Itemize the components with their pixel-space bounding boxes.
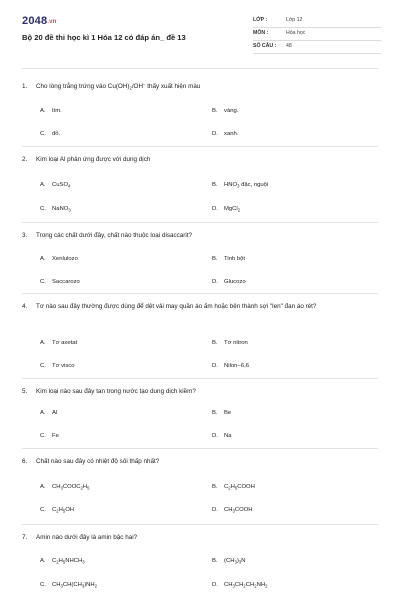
answer-option-c[interactable] [40,582,97,588]
meta-subject-value: Hóa học [286,30,306,36]
option-text: xanh. [224,131,239,137]
answer-option-a[interactable] [40,256,78,262]
option-text: Xenlulozo [52,256,78,262]
option-letter: B. [212,108,218,114]
page-header [0,0,400,66]
option-letter: A. [40,340,46,346]
question-stem: Trong các chất dưới đây, chất nào thuộc loại disaccarit? [36,232,193,239]
question-number: 4. [22,303,28,310]
option-letter: A. [40,256,46,262]
answer-option-b[interactable] [212,484,255,490]
option-text: MgCl$_2$ [224,206,241,213]
option-text: Fe [52,433,59,439]
option-letter: D. [212,279,218,285]
option-letter: A. [40,108,46,114]
question-stem: Amin nào dưới đây là amin bậc hai? [36,534,138,541]
option-letter: B. [212,558,218,564]
option-letter: A. [40,410,46,416]
answer-option-d[interactable] [212,363,249,369]
option-text: $CH_3CH(CH_3)NH_2$ [52,582,98,589]
option-letter: A. [40,558,46,564]
divider [22,293,378,294]
option-letter: D. [212,582,218,588]
option-letter: D. [212,206,218,212]
option-text: Tinh bột [224,256,246,262]
divider [22,524,378,525]
divider [22,68,378,69]
meta-count-key: SỐ CÂU : [253,43,277,49]
answer-option-b[interactable] [212,340,248,346]
meta-grade-value: Lớp 12 [286,17,303,23]
option-letter: A. [40,182,46,188]
option-text: $CH_3COOH$ [224,507,253,514]
question-number: 2. [22,156,28,163]
option-text: Be [224,410,232,416]
answer-option-d[interactable] [212,433,232,439]
option-text: Na [224,433,232,439]
answer-option-d[interactable] [212,206,240,212]
meta-count-value: 48 [286,43,292,49]
option-text: Saccarozo [52,279,80,285]
option-letter: A. [40,484,46,490]
document-title: Bộ 20 đề thi học kì 1 Hóa 12 có đáp án_ đề 13 [22,33,186,42]
answer-option-a[interactable] [40,108,62,114]
answer-option-a[interactable] [40,484,90,490]
option-letter: C. [40,582,46,588]
question-number: 7. [22,534,28,541]
option-letter: D. [212,507,218,513]
meta-grade-key: LỚP : [253,17,268,23]
meta-subject [253,28,381,41]
meta-grade [253,15,381,28]
option-letter: D. [212,131,218,137]
option-letter: C. [40,206,46,212]
question-number: 1. [22,83,28,90]
answer-option-a[interactable] [40,340,77,346]
divider [22,448,378,449]
option-text: $C_2H_5COOH$ [224,484,255,491]
answer-option-c[interactable] [40,433,59,439]
option-text: CuSO$_4$ [52,182,71,189]
option-letter: B. [212,410,218,416]
option-letter: D. [212,363,218,369]
logo-main: 2048 [22,15,48,27]
answer-option-c[interactable] [40,363,75,369]
option-letter: B. [212,256,218,262]
option-text: Glucozo [224,279,246,285]
option-letter: D. [212,433,218,439]
option-text: NaNO$_3$ [52,206,71,213]
option-text: $C_2H_5OH$ [52,507,75,514]
meta-subject-key: MÔN : [253,30,269,36]
answer-option-a[interactable] [40,182,70,188]
answer-option-c[interactable] [40,279,80,285]
divider [22,378,378,379]
answer-option-c[interactable] [40,206,71,212]
option-letter: B. [212,484,218,490]
option-text: $CH_3CH_2CH_2NH_2$ [224,582,268,589]
question-stem: Chất nào sau đây có nhiệt độ sôi thấp nhất? [36,458,160,465]
option-text: Tơ axetat [52,340,78,346]
option-letter: C. [40,433,46,439]
option-text: vàng. [224,108,239,114]
meta-question-count [253,41,381,54]
question-number: 6. [22,458,28,465]
answer-option-d[interactable] [212,507,253,513]
answer-option-b[interactable] [212,108,238,114]
option-text: Tơ visco [52,363,75,369]
option-letter: C. [40,507,46,513]
answer-option-a[interactable] [40,558,85,564]
answer-option-b[interactable] [212,558,245,564]
divider [22,222,378,223]
option-text: Al [52,410,58,416]
option-letter: C. [40,279,46,285]
option-letter: C. [40,131,46,137]
question-stem: Tơ nào sau đây thường được dùng để dệt vải may quần áo ấm hoặc bện thành sợi "len" đan áo rét? [36,303,317,310]
site-logo[interactable] [22,15,57,27]
option-letter: B. [212,340,218,346]
logo-suffix: .vn [47,19,57,25]
answer-option-d[interactable] [212,279,246,285]
question-stem: Kim loại Al phản ứng được với dung dịch [36,156,151,163]
option-text: Nilon−6,6 [224,363,250,369]
answer-option-d[interactable] [212,131,238,137]
divider [22,146,378,147]
answer-option-a[interactable] [40,410,57,416]
option-text: $C_2H_5NHCH_3$ [52,558,85,565]
answer-option-d[interactable] [212,582,267,588]
option-text: $(CH_3)_3N$ [224,558,246,565]
option-letter: B. [212,182,218,188]
option-text: đỏ. [52,131,61,137]
answer-option-c[interactable] [40,507,74,513]
question-stem: Cho lòng trắng trứng vào $Cu(OH)_2/OH^-$ thấy xuất hiện màu [36,81,201,91]
question-number: 5. [22,388,28,395]
answer-option-b[interactable] [212,256,245,262]
question-number: 3. [22,232,28,239]
answer-option-b[interactable] [212,182,268,188]
option-text: $CH_3COOC_2H_5$ [52,484,90,491]
answer-option-b[interactable] [212,410,231,416]
option-letter: C. [40,363,46,369]
option-text: $HNO_3$ đặc, nguội [224,182,269,189]
answer-option-c[interactable] [40,131,60,137]
question-stem: Kim loại nào sau đây tan trong nước tạo dung dịch kiềm? [36,388,196,395]
option-text: Tơ nitron [224,340,248,346]
option-text: tím. [52,108,62,114]
